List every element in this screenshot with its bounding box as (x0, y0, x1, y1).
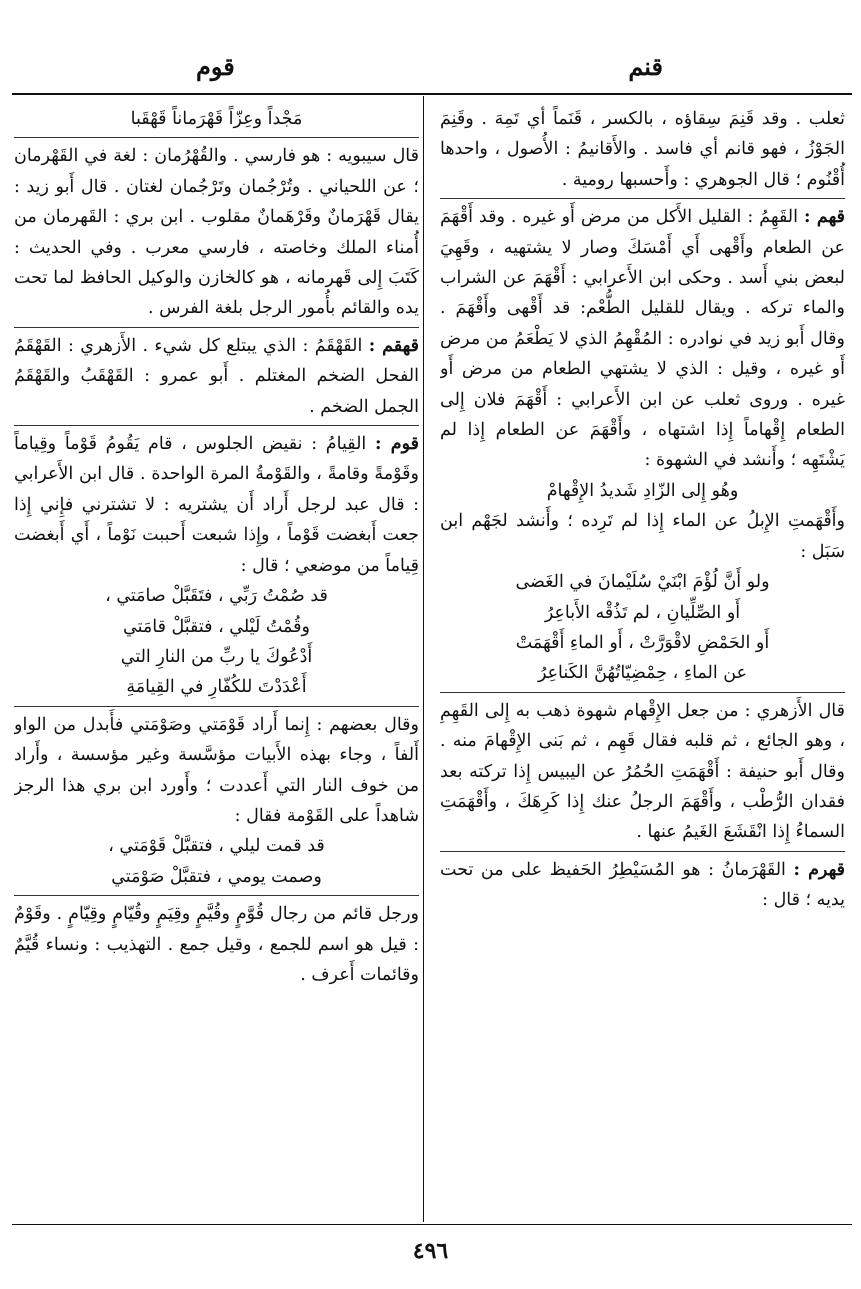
verse-line: قد قمت ليلي ، فتقبَّلْ قَوْمَتي ، (108, 836, 325, 857)
entry-qahram (440, 851, 845, 916)
verse-line: مَجْداً وعِزّاً قَهْرَماناً قَهْقَبا (130, 109, 303, 129)
header-rule (12, 93, 852, 95)
entry-qahqam (14, 327, 419, 422)
verse-line: أَو الصِّلِّيانِ ، لم تَذُقْه الأَباعِرُ (544, 602, 741, 623)
column-divider (423, 96, 424, 1222)
verse-line: أَعْدَدْتَ للكُفّارِ في القِيامَةِ (126, 677, 307, 698)
right-column (440, 104, 845, 1220)
entry-headword-qawm: قوم : (375, 434, 419, 455)
verse-line: أَو الحَمْضِ لاقْوَرَّتْ ، أَو الماءِ أَقْهَمَتْ (515, 632, 770, 653)
entry-body-qahram: القَهْرَمانُ : هو المُسَيْطِرُ الحَفيظ على من تحت يديه ؛ قال : (440, 859, 845, 911)
right-paragraph-1: ثعلب . وقد قَنِمَ سِقاؤه ، بالكسر ، قَنَماً أي تَمِهَ . وقَنِمَ الجَوْزُ ، فهو قانم أي فاسد . والأَقانيمُ : الأُصول ، واحدها أُقْنُوم ؛ قال الجوهري : وأَحسبها رومية . (440, 109, 845, 190)
right-paragraph-3: وأَقْهَمتِ الإِبلُ عن الماء إِذا لم تَرِده ؛ وأَنشد لجَهْم ابن سَبَل : (440, 511, 845, 562)
entry-qawm (14, 425, 419, 581)
footer-rule (12, 1224, 852, 1225)
left-paragraph-5: ورجل قائم من رجال قُوَّمٍ وقُيَّمٍ وقِيَمٍ وقُيّامٍ وقِيّامٍ . وقَوْمٌ : قيل هو اسم للجمع ، وقيل جمع . التهذيب : ونساء قُيَّمٌ وقائمات أَعرف . (14, 895, 419, 990)
verse-line: وصمت يومي ، فتقبَّلْ صَوْمَتي (111, 866, 322, 887)
running-header (0, 52, 861, 92)
entry-headword-qahm: قهم : (803, 207, 845, 228)
entry-headword-qahram: قهرم : (793, 859, 845, 880)
header-right-headword: قنم (628, 52, 663, 81)
verse-line: وهُو إِلى الزّادِ شَديدُ الإِقْهامْ (546, 480, 739, 501)
verse-line: وقُمْتُ لَيْلي ، فتقبَّلْ قامَتي (123, 616, 310, 637)
entry-qahm (440, 198, 845, 476)
left-paragraph-4: وقال بعضهم : إِنما أَراد قَوْمَتي وصَوْمَتي فأَبدل من الواو أَلفاً ، وجاء بهذه الأَبيات مؤسَّسة وغير مؤسسة ، وأَراد من خوف النار التي أَعددت ؛ وأَورد ابن بري هذا الرجز شاهداً على القَوْمة فقال : (14, 706, 419, 832)
entry-headword-qahqam: قهقم : (368, 335, 419, 356)
left-paragraph-1: قال سيبويه : هو فارسي . والقُهْرُمان : لغة في القَهْرمان ؛ عن اللحياني . وتُرْجُمان وتَرْجُمان لغتان . قال أَبو زيد : يقال قَهْرَمانٌ وقَرْهَمانٌ مقلوب . ابن بري : القَهرمان من أُمناء الملك وخاصته ، فارسي معرب . وفي الحديث : كَتَبَ إِلى قَهرمانه ، هو كالخازن والوكيل الحافظ لما تحت يده والقائم بأُمور الرجل بلغة الفرس . (14, 137, 419, 323)
verse-line: قد صُمْتُ رَبِّي ، فتَقَبَّلْ صامَتي ، (105, 586, 328, 607)
entry-body-qahqam: القَهْقَمُ : الذي يبتلع كل شيء . الأَزهري : القَهْقَمُ الفحل الضخم المغتلم . أَبو عمرو : القَهْقَبُ والقَهْقَمُ الجمل الضخم . (14, 335, 419, 417)
right-paragraph-4: قال الأَزهري : من جعل الإِقْهام شهوة ذهب به إِلى القَهِمِ ، وهو الجائع ، ثم قلبه فقال قَهِم ، ثم بَنى الإِقْهامَ منه . وقال أَبو حنيفة : أَقْهَمَتِ الحُمُرُ عن اليبيس إِذا تركته بعد فقدان الرُّطْب ، وأَقْهَمَ الرجلُ عنك إِذا كَرِهَكَ ، وأَقْهَمَتِ السماءُ إِذا انْقَشَعَ الغَيمُ عنها . (440, 692, 845, 848)
page-number: ٤٩٦ (412, 1238, 449, 1264)
header-left-headword: قوم (196, 52, 235, 81)
left-column (14, 104, 419, 1220)
entry-body-qahm: القَهِمُ : القليل الأَكل من مرض أَو غيره . وقد أَقْهَمَ عن الطعام وأَقْهى أَي أَمْسَكَ وصار لا يشتهيه ، وقَهِيَ لبعض بني أَسد . وحكى ابن الأَعرابي : أَقْهَمَ عن الشراب والماء تركه . ويقال للقليل الطُّعْم: قد أَقْهى وأَقْهَمَ . وقال أَبو زيد في نوادره : المُقْهِمُ الذي لا يَطْعَمُ من مرض أَو غيره ، وقيل : الذي لا يشتهي الطعام من مرض أَو غيره . وروى ثعلب عن ابن الأَعرابي : أَقْهَمَ فلان إِلى الطعام إِقْهاماً إِذا اشتهاه ، وأَقْهَمَ عن الطعام إِذا لم يَشْتَهِه ؛ وأَنشد في الشهوة : (440, 207, 845, 471)
verse-line: ولو أَنَّ لُؤْمَ ابْنَيْ سُلَيْمانَ في الغَضى (515, 572, 770, 593)
verse-line: أَدْعُوكَ يا ربِّ من النارِ التي (120, 646, 313, 667)
entry-body-qawm: القِيامُ : نقيض الجلوس ، قام يَقُومُ قَوْماً وقِياماً وقَوْمةً وقامةً ، والقَوْمةُ المرة الواحدة . قال ابن الأَعرابي : قال عبد لرجل أَراد أَن يشتريه : لا تشترني فإِني إِذا جعت أَبغضت قَوْماً ، وإِذا شبعت أَحببت نَوْماً ، أَي أَبغضت قِياماً من موضعي ؛ قال : (14, 434, 419, 576)
verse-line: عن الماءِ ، حِمْضِيّاتُهُنَّ الكَناعِرُ (537, 663, 748, 684)
